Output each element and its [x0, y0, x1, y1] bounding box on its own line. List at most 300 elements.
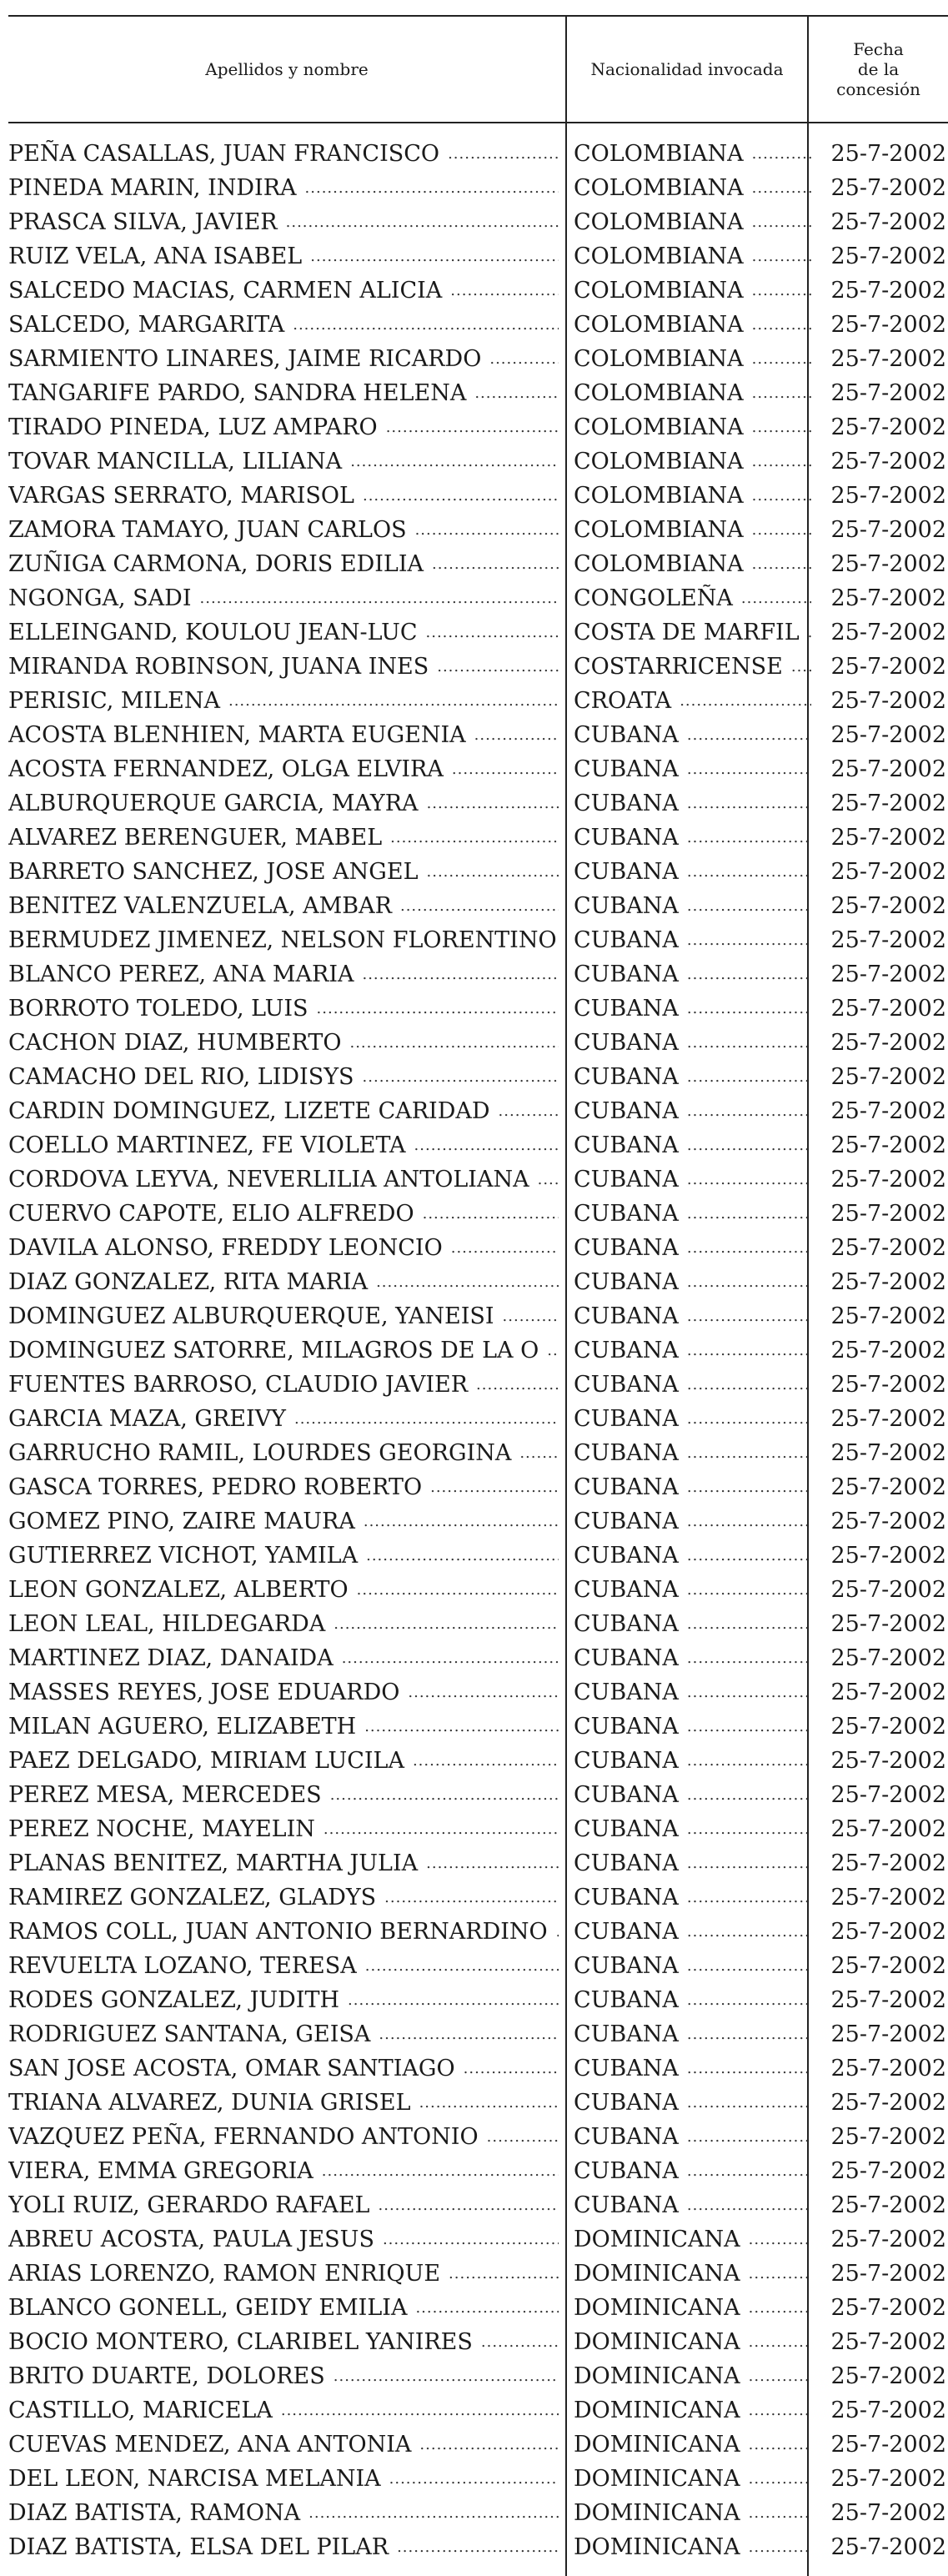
dot-leader: [687, 1675, 811, 1710]
name-cell: [8, 1675, 559, 1710]
date-text: 25-7-2002: [830, 380, 946, 406]
dot-leader: [687, 1436, 811, 1470]
date-text: 25-7-2002: [830, 2192, 946, 2218]
table-row: [8, 821, 948, 855]
name-text: ALBURQUERQUE GARCIA, MAYRA: [8, 791, 419, 816]
name-text: CARDIN DOMINGUEZ, LIZETE CARIDAD: [8, 1098, 490, 1124]
date-text: 25-7-2002: [830, 1543, 946, 1569]
nationality-cell: [574, 239, 811, 274]
name-text: GARRUCHO RAMIL, LOURDES GEORGINA: [8, 1440, 512, 1466]
dot-leader: [286, 205, 559, 239]
date-text: 25-7-2002: [830, 244, 946, 269]
name-text: BENITEZ VALENZUELA, AMBAR: [8, 893, 392, 919]
nationality-text: CUBANA: [574, 1338, 679, 1363]
date-text: 25-7-2002: [830, 1132, 946, 1158]
table-row: [8, 2462, 948, 2496]
nationality-cell: [574, 684, 811, 718]
table-row: [8, 1162, 948, 1197]
date-text: 25-7-2002: [830, 927, 946, 953]
dot-leader: [538, 1162, 559, 1197]
date-text: 25-7-2002: [830, 1303, 946, 1329]
date-cell: [815, 2393, 946, 2428]
dot-leader: [310, 239, 559, 274]
dot-leader: [687, 1026, 811, 1060]
dot-leader: [752, 376, 811, 410]
nationality-text: CUBANA: [574, 2056, 679, 2081]
nationality-text: COLOMBIANA: [574, 483, 744, 509]
name-cell: [8, 1265, 559, 1299]
nationality-cell: [574, 1436, 811, 1470]
date-text: 25-7-2002: [830, 1577, 946, 1603]
name-text: ABREU ACOSTA, PAULA JESUS: [8, 2227, 374, 2252]
nationality-cell: [574, 2325, 811, 2359]
date-text: 25-7-2002: [830, 996, 946, 1022]
date-text: 25-7-2002: [830, 1440, 946, 1466]
dot-leader: [687, 2051, 811, 2086]
dot-leader: [389, 2462, 559, 2496]
name-cell: [8, 684, 559, 718]
date-text: 25-7-2002: [830, 2363, 946, 2389]
table-row: [8, 1333, 948, 1368]
table-row: [8, 1436, 948, 1470]
nationality-cell: [574, 889, 811, 923]
nationality-text: CUBANA: [574, 1474, 679, 1500]
dot-leader: [414, 1128, 559, 1162]
date-cell: [815, 1744, 946, 1778]
table-row: [8, 2428, 948, 2462]
nationality-text: COLOMBIANA: [574, 244, 744, 269]
name-cell: [8, 444, 559, 479]
nationality-text: CUBANA: [574, 2158, 679, 2184]
dot-leader: [464, 2051, 559, 2086]
dot-leader: [474, 718, 559, 752]
dot-leader: [687, 821, 811, 855]
dot-leader: [752, 171, 811, 205]
date-text: 25-7-2002: [830, 414, 946, 440]
dot-leader: [415, 2291, 559, 2325]
name-text: PLANAS BENITEZ, MARTHA JULIA: [8, 1850, 419, 1876]
name-cell: [8, 1881, 559, 1915]
nationality-text: DOMINICANA: [574, 2227, 740, 2252]
date-cell: [815, 137, 946, 171]
date-cell: [815, 615, 946, 650]
nationality-cell: [574, 1162, 811, 1197]
table-row: [8, 1402, 948, 1436]
dot-leader: [376, 1265, 559, 1299]
nationality-text: CUBANA: [574, 722, 679, 748]
nationality-cell: [574, 1299, 811, 1333]
dot-leader: [752, 479, 811, 513]
dot-leader: [687, 1299, 811, 1333]
nationality-text: COLOMBIANA: [574, 312, 744, 338]
nationality-cell: [574, 615, 811, 650]
name-text: CAMACHO DEL RIO, LIDISYS: [8, 1064, 354, 1090]
table-row: [8, 786, 948, 821]
nationality-cell: [574, 171, 811, 205]
dot-leader: [687, 855, 811, 889]
dot-leader: [752, 444, 811, 479]
date-cell: [815, 1949, 946, 1983]
table-row: [8, 2359, 948, 2393]
nationality-text: CUBANA: [574, 1885, 679, 1911]
nationality-text: COLOMBIANA: [574, 551, 744, 577]
date-text: 25-7-2002: [830, 2295, 946, 2321]
dot-leader: [687, 1402, 811, 1436]
dot-leader: [415, 513, 559, 547]
date-text: 25-7-2002: [830, 585, 946, 611]
dot-leader: [281, 2393, 559, 2428]
dot-leader: [386, 410, 559, 444]
nationality-text: CUBANA: [574, 1167, 679, 1193]
name-cell: [8, 1162, 559, 1197]
date-cell: [815, 1915, 946, 1949]
dot-leader: [547, 1333, 559, 1368]
date-cell: [815, 650, 946, 684]
nationality-text: CUBANA: [574, 2192, 679, 2218]
date-cell: [815, 1368, 946, 1402]
dot-leader: [366, 1539, 559, 1573]
date-text: 25-7-2002: [830, 278, 946, 304]
nationality-cell: [574, 137, 811, 171]
dot-leader: [308, 2496, 559, 2530]
name-text: BLANCO PEREZ, ANA MARIA: [8, 962, 354, 987]
name-cell: [8, 2188, 559, 2222]
dot-leader: [687, 1915, 811, 1949]
nationality-text: CUBANA: [574, 1030, 679, 1056]
column-header-date-line2: de la: [857, 59, 900, 79]
date-text: 25-7-2002: [830, 1509, 946, 1534]
nationality-cell: [574, 1539, 811, 1573]
name-text: GUTIERREZ VICHOT, YAMILA: [8, 1543, 359, 1569]
date-text: 25-7-2002: [830, 2227, 946, 2252]
table-row: [8, 992, 948, 1026]
date-cell: [815, 274, 946, 308]
nationality-cell: [574, 1197, 811, 1231]
name-cell: [8, 1368, 559, 1402]
dot-leader: [749, 2291, 811, 2325]
date-cell: [815, 581, 946, 615]
nationality-cell: [574, 752, 811, 786]
date-cell: [815, 2188, 946, 2222]
name-cell: [8, 308, 559, 342]
nationality-text: CUBANA: [574, 1680, 679, 1705]
date-cell: [815, 2154, 946, 2188]
dot-leader: [489, 342, 559, 376]
nationality-cell: [574, 2086, 811, 2120]
nationality-cell: [574, 2257, 811, 2291]
date-text: 25-7-2002: [830, 1372, 946, 1398]
date-cell: [815, 1778, 946, 1812]
date-text: 25-7-2002: [830, 517, 946, 543]
table-row: [8, 2530, 948, 2564]
table-row: [8, 1881, 948, 1915]
table-row: [8, 2393, 948, 2428]
date-cell: [815, 752, 946, 786]
name-cell: [8, 581, 559, 615]
name-text: DAVILA ALONSO, FREDDY LEONCIO: [8, 1235, 443, 1261]
table-row: [8, 1539, 948, 1573]
name-text: DOMINGUEZ SATORRE, MILAGROS DE LA O: [8, 1338, 539, 1363]
dot-leader: [687, 1504, 811, 1539]
date-cell: [815, 1162, 946, 1197]
name-text: RUIZ VELA, ANA ISABEL: [8, 244, 303, 269]
dot-leader: [430, 1470, 559, 1504]
table-row: [8, 1607, 948, 1641]
nationality-text: CUBANA: [574, 996, 679, 1022]
date-cell: [815, 2257, 946, 2291]
nationality-text: CUBANA: [574, 2124, 679, 2150]
table-row: [8, 410, 948, 444]
name-text: MASSES REYES, JOSE EDUARDO: [8, 1680, 400, 1705]
name-cell: [8, 855, 559, 889]
table-row: [8, 479, 948, 513]
dot-leader: [365, 1949, 559, 1983]
table-row: [8, 1094, 948, 1128]
date-cell: [815, 957, 946, 992]
dot-leader: [419, 2428, 559, 2462]
name-cell: [8, 1573, 559, 1607]
date-cell: [815, 1881, 946, 1915]
nationality-text: DOMINICANA: [574, 2500, 740, 2526]
date-cell: [815, 1710, 946, 1744]
table-row: [8, 444, 948, 479]
dot-leader: [752, 274, 811, 308]
nationality-text: CUBANA: [574, 1611, 679, 1637]
nationality-text: CUBANA: [574, 1645, 679, 1671]
nationality-cell: [574, 1710, 811, 1744]
nationality-cell: [574, 1983, 811, 2017]
nationality-cell: [574, 1915, 811, 1949]
name-cell: [8, 1539, 559, 1573]
nationality-text: DOMINICANA: [574, 2432, 740, 2458]
nationality-text: CUBANA: [574, 1714, 679, 1740]
nationality-cell: [574, 2496, 811, 2530]
date-text: 25-7-2002: [830, 2398, 946, 2423]
date-text: 25-7-2002: [830, 756, 946, 782]
table-row: [8, 274, 948, 308]
table-row: [8, 581, 948, 615]
dot-leader: [503, 1299, 559, 1333]
nationality-text: COSTARRICENSE: [574, 654, 783, 680]
document-page: [8, 0, 948, 2576]
name-text: RAMIREZ GONZALEZ, GLADYS: [8, 1885, 377, 1911]
dot-leader: [687, 1539, 811, 1573]
nationality-text: DOMINICANA: [574, 2534, 740, 2560]
nationality-text: DOMINICANA: [574, 2466, 740, 2492]
date-cell: [815, 1504, 946, 1539]
name-text: SARMIENTO LINARES, JAIME RICARDO: [8, 346, 482, 372]
name-text: TANGARIFE PARDO, SANDRA HELENA: [8, 380, 467, 406]
name-text: DIAZ BATISTA, RAMONA: [8, 2500, 301, 2526]
name-cell: [8, 2359, 559, 2393]
table-row: [8, 2188, 948, 2222]
table-row: [8, 1744, 948, 1778]
name-cell: [8, 1641, 559, 1675]
name-text: COELLO MARTINEZ, FE VIOLETA: [8, 1132, 406, 1158]
date-text: 25-7-2002: [830, 2021, 946, 2047]
table-row: [8, 2154, 948, 2188]
dot-leader: [749, 2222, 811, 2257]
dot-leader: [437, 650, 559, 684]
dot-leader: [687, 1710, 811, 1744]
date-text: 25-7-2002: [830, 1850, 946, 1876]
dot-leader: [390, 821, 559, 855]
nationality-cell: [574, 1744, 811, 1778]
nationality-cell: [574, 1402, 811, 1436]
date-cell: [815, 2291, 946, 2325]
name-cell: [8, 1231, 559, 1265]
date-text: 25-7-2002: [830, 2534, 946, 2560]
nationality-cell: [574, 308, 811, 342]
date-text: 25-7-2002: [830, 312, 946, 338]
date-cell: [815, 2120, 946, 2154]
date-text: 25-7-2002: [830, 1474, 946, 1500]
date-cell: [815, 1231, 946, 1265]
dot-leader: [408, 1675, 559, 1710]
dot-leader: [364, 1710, 559, 1744]
name-text: SAN JOSE ACOSTA, OMAR SANTIAGO: [8, 2056, 455, 2081]
name-text: BOCIO MONTERO, CLARIBEL YANIRES: [8, 2329, 473, 2355]
nationality-cell: [574, 1060, 811, 1094]
date-cell: [815, 992, 946, 1026]
nationality-text: CUBANA: [574, 1269, 679, 1295]
name-text: ELLEINGAND, KOULOU JEAN-LUC: [8, 620, 418, 645]
table-row: [8, 2017, 948, 2051]
table-row: [8, 1778, 948, 1812]
name-text: BERMUDEZ JIMENEZ, NELSON FLORENTINO: [8, 927, 557, 953]
table-row: [8, 1573, 948, 1607]
dot-leader: [752, 410, 811, 444]
nationality-cell: [574, 410, 811, 444]
dot-leader: [348, 1983, 559, 2017]
date-text: 25-7-2002: [830, 346, 946, 372]
nationality-cell: [574, 855, 811, 889]
table-row: [8, 1060, 948, 1094]
table-row: [8, 650, 948, 684]
name-text: VAZQUEZ PEÑA, FERNANDO ANTONIO: [8, 2124, 479, 2150]
dot-leader: [749, 2428, 811, 2462]
dot-leader: [363, 479, 559, 513]
dot-leader: [687, 1949, 811, 1983]
date-text: 25-7-2002: [830, 654, 946, 680]
dot-leader: [687, 786, 811, 821]
dot-leader: [791, 650, 811, 684]
name-text: CASTILLO, MARICELA: [8, 2398, 273, 2423]
dot-leader: [680, 684, 811, 718]
nationality-cell: [574, 923, 811, 957]
name-text: LEON LEAL, HILDEGARDA: [8, 1611, 326, 1637]
nationality-text: DOMINICANA: [574, 2295, 740, 2321]
name-text: NGONGA, SADI: [8, 585, 192, 611]
date-text: 25-7-2002: [830, 1885, 946, 1911]
date-text: 25-7-2002: [830, 962, 946, 987]
table-row: [8, 1641, 948, 1675]
nationality-text: COLOMBIANA: [574, 346, 744, 372]
name-cell: [8, 1299, 559, 1333]
name-cell: [8, 342, 559, 376]
dot-leader: [334, 1607, 559, 1641]
table-row: [8, 1675, 948, 1710]
date-text: 25-7-2002: [830, 1235, 946, 1261]
dot-leader: [752, 308, 811, 342]
dot-leader: [687, 718, 811, 752]
dot-leader: [687, 1573, 811, 1607]
dot-leader: [752, 513, 811, 547]
name-cell: [8, 2530, 559, 2564]
date-text: 25-7-2002: [830, 791, 946, 816]
dot-leader: [749, 2530, 811, 2564]
name-cell: [8, 1983, 559, 2017]
dot-leader: [334, 2359, 559, 2393]
nationality-text: CUBANA: [574, 1953, 679, 1979]
name-text: BRITO DUARTE, DOLORES: [8, 2363, 325, 2389]
date-cell: [815, 444, 946, 479]
name-cell: [8, 1846, 559, 1881]
dot-leader: [452, 752, 559, 786]
dot-leader: [427, 786, 559, 821]
date-text: 25-7-2002: [830, 2056, 946, 2081]
nationality-cell: [574, 342, 811, 376]
dot-leader: [687, 1846, 811, 1881]
nationality-cell: [574, 547, 811, 581]
date-cell: [815, 1573, 946, 1607]
date-cell: [815, 786, 946, 821]
date-cell: [815, 2496, 946, 2530]
date-text: 25-7-2002: [830, 551, 946, 577]
date-text: 25-7-2002: [830, 483, 946, 509]
name-text: ACOSTA BLENHIEN, MARTA EUGENIA: [8, 722, 466, 748]
date-cell: [815, 2428, 946, 2462]
nationality-text: CUBANA: [574, 1987, 679, 2013]
table-row: [8, 923, 948, 957]
dot-leader: [687, 1368, 811, 1402]
dot-leader: [752, 137, 811, 171]
nationality-cell: [574, 1881, 811, 1915]
name-cell: [8, 2428, 559, 2462]
name-text: SALCEDO MACIAS, CARMEN ALICIA: [8, 278, 443, 304]
nationality-cell: [574, 1641, 811, 1675]
nationality-text: COLOMBIANA: [574, 278, 744, 304]
date-cell: [815, 205, 946, 239]
dot-leader: [749, 2325, 811, 2359]
name-text: FUENTES BARROSO, CLAUDIO JAVIER: [8, 1372, 469, 1398]
nationality-cell: [574, 1778, 811, 1812]
name-text: PERISIC, MILENA: [8, 688, 220, 714]
nationality-text: CUBANA: [574, 859, 679, 885]
date-text: 25-7-2002: [830, 1338, 946, 1363]
name-cell: [8, 2291, 559, 2325]
date-cell: [815, 1060, 946, 1094]
dot-leader: [451, 1231, 559, 1265]
date-text: 25-7-2002: [830, 2466, 946, 2492]
name-text: MARTINEZ DIAZ, DANAIDA: [8, 1645, 334, 1671]
table-row: [8, 2325, 948, 2359]
date-cell: [815, 1197, 946, 1231]
nationality-cell: [574, 2120, 811, 2154]
dot-leader: [317, 992, 559, 1026]
nationality-text: DOMINICANA: [574, 2261, 740, 2287]
date-text: 25-7-2002: [830, 722, 946, 748]
name-cell: [8, 2051, 559, 2086]
table-row: [8, 1983, 948, 2017]
dot-leader: [749, 2496, 811, 2530]
nationality-text: CONGOLEÑA: [574, 585, 733, 611]
nationality-text: CROATA: [574, 688, 672, 714]
nationality-cell: [574, 1470, 811, 1504]
dot-leader: [752, 342, 811, 376]
name-cell: [8, 513, 559, 547]
name-cell: [8, 2257, 559, 2291]
